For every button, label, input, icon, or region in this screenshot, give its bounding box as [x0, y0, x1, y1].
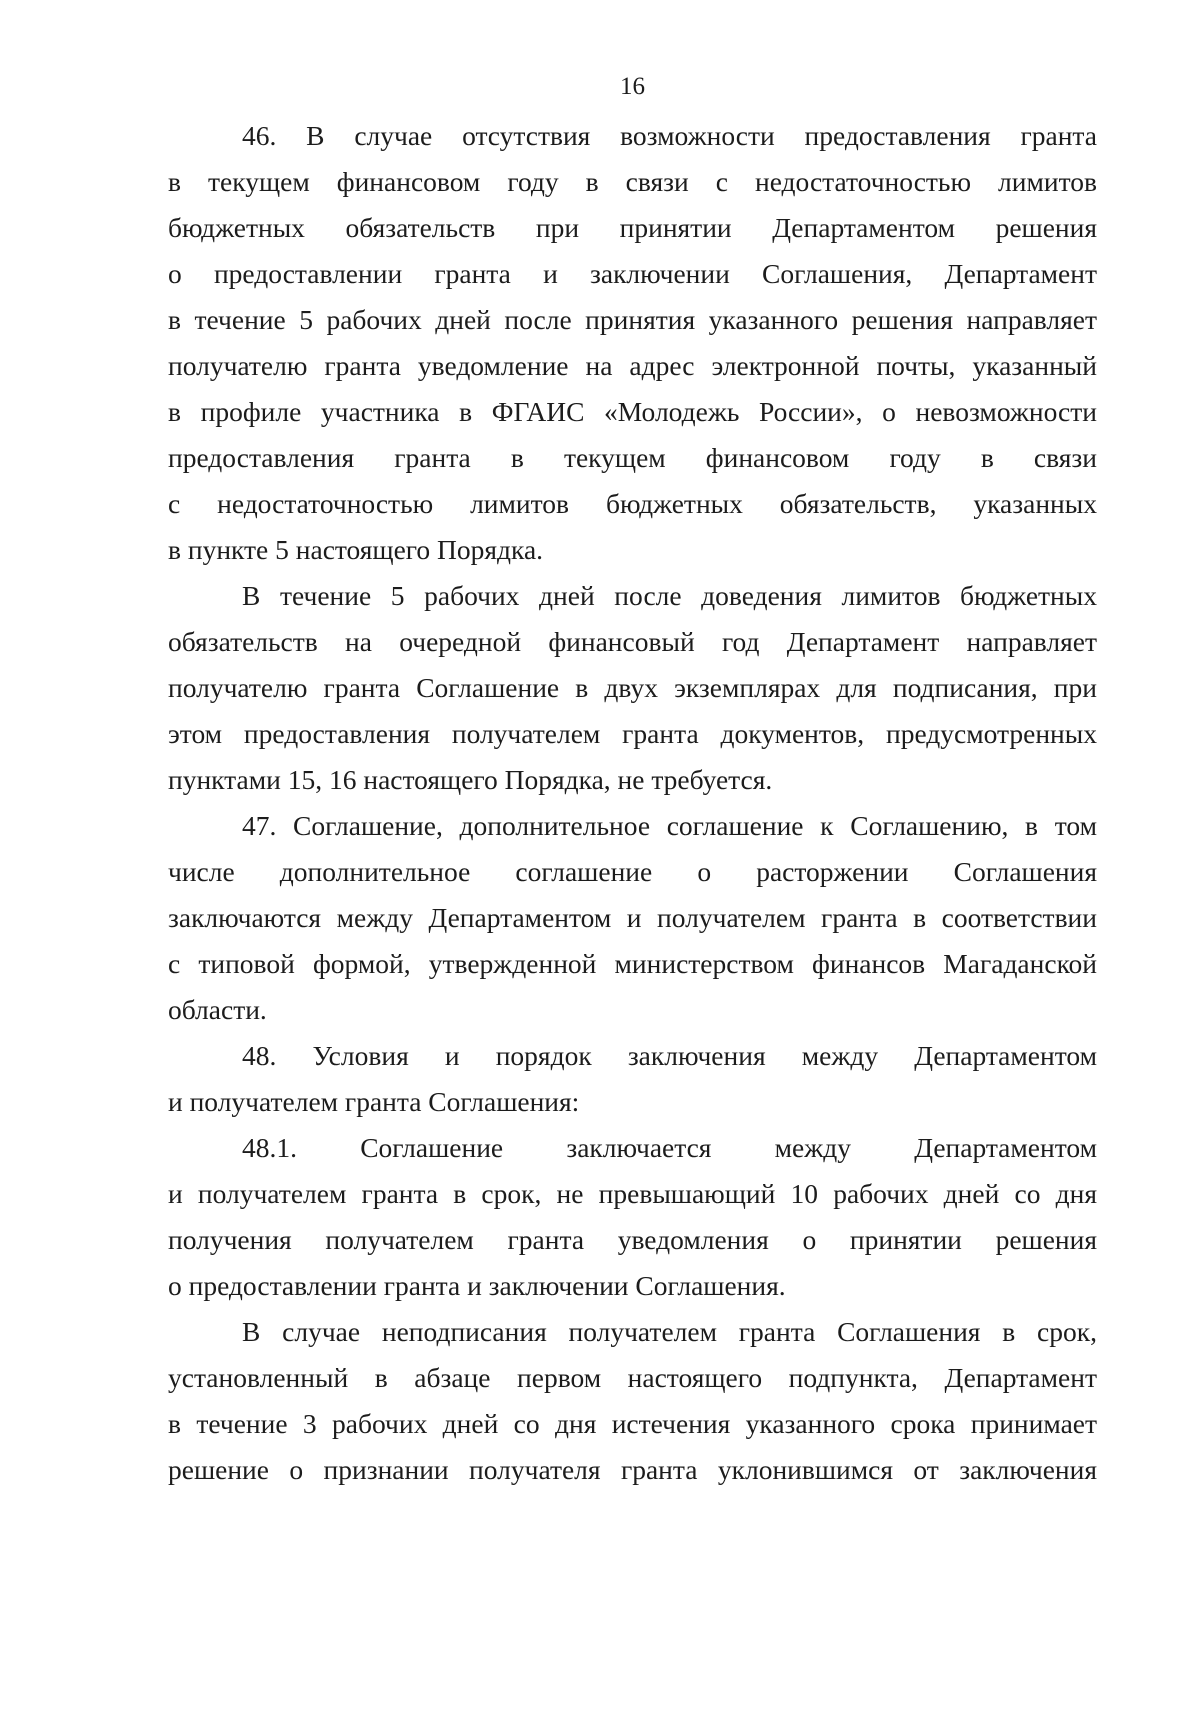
paragraph-line: получения получателем гранта уведомления о принятии решения [168, 1224, 1097, 1255]
paragraph-line: получателю гранта Соглашение в двух экземплярах для подписания, при [168, 672, 1097, 703]
paragraph-line: В течение 5 рабочих дней после доведения лимитов бюджетных [242, 580, 1097, 611]
paragraph-line: в пункте 5 настоящего Порядка. [168, 534, 544, 565]
page-number: 16 [620, 73, 645, 100]
paragraph-line: 46. В случае отсутствия возможности предоставления гранта [242, 120, 1097, 151]
paragraph-line: в профиле участника в ФГАИС «Молодежь России», о невозможности [168, 396, 1097, 427]
paragraph-line: с типовой формой, утвержденной министерством финансов Магаданской [168, 948, 1097, 979]
paragraph-line: и получателем гранта Соглашения: [168, 1086, 580, 1117]
paragraph-line: В случае неподписания получателем гранта Соглашения в срок, [242, 1316, 1097, 1347]
paragraph-line: в течение 5 рабочих дней после принятия указанного решения направляет [168, 304, 1097, 335]
paragraph-line: числе дополнительное соглашение о расторжении Соглашения [168, 856, 1097, 887]
paragraph-line: обязательств на очередной финансовый год Департамент направляет [168, 626, 1097, 657]
paragraph-line: в течение 3 рабочих дней со дня истечения указанного срока принимает [168, 1408, 1097, 1439]
paragraph-line: решение о признании получателя гранта уклонившимся от заключения [168, 1454, 1097, 1485]
paragraph-line: установленный в абзаце первом настоящего подпункта, Департамент [168, 1362, 1097, 1393]
paragraph-line: о предоставлении гранта и заключении Соглашения. [168, 1270, 786, 1301]
paragraph-line: 48.1. Соглашение заключается между Департаментом [242, 1132, 1097, 1163]
paragraph-line: с недостаточностью лимитов бюджетных обязательств, указанных [168, 488, 1097, 519]
paragraph-line: 48. Условия и порядок заключения между Департаментом [242, 1040, 1097, 1071]
paragraph-line: получателю гранта уведомление на адрес электронной почты, указанный [168, 350, 1097, 381]
paragraph-line: предоставления гранта в текущем финансовом году в связи [168, 442, 1097, 473]
paragraph-line: в текущем финансовом году в связи с недостаточностью лимитов [168, 166, 1097, 197]
paragraph-line: этом предоставления получателем гранта документов, предусмотренных [168, 718, 1097, 749]
paragraph-line: и получателем гранта в срок, не превышающий 10 рабочих дней со дня [168, 1178, 1097, 1209]
paragraph-line: 47. Соглашение, дополнительное соглашение к Соглашению, в том [242, 810, 1097, 841]
paragraph-line: о предоставлении гранта и заключении Соглашения, Департамент [168, 258, 1097, 289]
paragraph-line: области. [168, 994, 267, 1025]
paragraph-line: бюджетных обязательств при принятии Департаментом решения [168, 212, 1097, 243]
paragraph-line: пунктами 15, 16 настоящего Порядка, не требуется. [168, 764, 773, 795]
paragraph-line: заключаются между Департаментом и получателем гранта в соответствии [168, 902, 1097, 933]
